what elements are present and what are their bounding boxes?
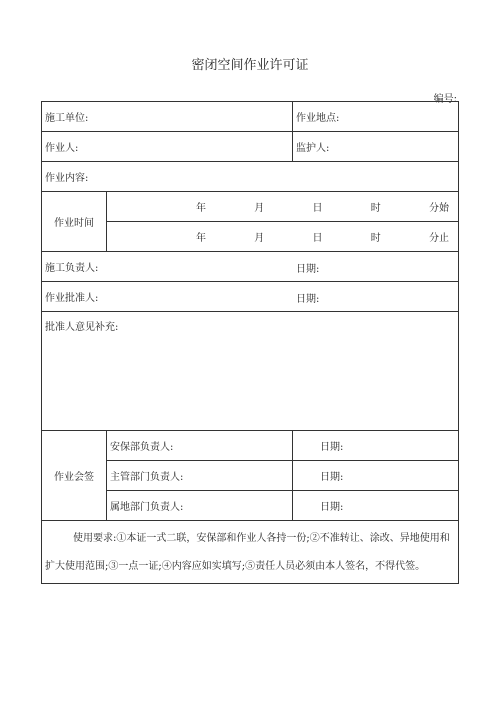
signoff-local-date-field[interactable] xyxy=(293,491,459,521)
end-minute-label: 分止 xyxy=(429,233,449,244)
content-label: 作业内容: xyxy=(45,173,89,184)
end-day-label: 日 xyxy=(312,233,323,244)
start-year-label: 年 xyxy=(196,203,206,214)
content-field[interactable] xyxy=(42,162,459,192)
end-month-label: 月 xyxy=(254,233,265,244)
start-day-label: 日 xyxy=(312,203,323,214)
form-row-notes xyxy=(42,521,459,584)
form-row-approver xyxy=(42,282,459,312)
form-row-content xyxy=(42,162,459,192)
end-hour-label: 时 xyxy=(370,233,381,244)
signoff-local-role-field[interactable] xyxy=(107,491,293,521)
signoff-department-date-field[interactable] xyxy=(293,461,459,491)
signoff-label: 作业会签 xyxy=(42,431,107,521)
approver-label: 作业批准人: xyxy=(45,293,99,304)
location-field[interactable] xyxy=(293,102,459,132)
end-year-label: 年 xyxy=(196,233,206,244)
approver-date-label: 日期: xyxy=(296,294,320,305)
guardian-label: 监护人: xyxy=(296,143,330,154)
approver-field[interactable] xyxy=(42,282,459,312)
remarks-label: 批准人意见补充: xyxy=(45,322,119,333)
form-row-unit-location xyxy=(42,102,459,132)
start-minute-label: 分始 xyxy=(429,203,449,214)
worker-field[interactable] xyxy=(42,132,293,162)
signoff-department-role-field[interactable] xyxy=(107,461,293,491)
form-row-worker-guardian xyxy=(42,132,459,162)
time-start-field[interactable] xyxy=(107,192,459,222)
form-row-remarks xyxy=(42,312,459,431)
form-row-time-start xyxy=(42,192,459,222)
unit-label: 施工单位: xyxy=(45,113,89,124)
signoff-local-date: 日期: xyxy=(320,502,344,513)
document-title: 密闭空间作业许可证 xyxy=(191,58,309,73)
start-month-label: 月 xyxy=(254,203,265,214)
remarks-field[interactable] xyxy=(42,312,459,431)
signoff-department-date: 日期: xyxy=(320,472,344,483)
signoff-local-role: 属地部门负责人: xyxy=(110,502,184,513)
serial-number-label: 编号: xyxy=(433,94,457,105)
signoff-security-date: 日期: xyxy=(320,442,344,453)
time-end-field[interactable] xyxy=(107,222,459,252)
leader-field[interactable] xyxy=(42,252,459,282)
form-row-leader xyxy=(42,252,459,282)
location-label: 作业地点: xyxy=(296,113,340,124)
unit-field[interactable] xyxy=(42,102,293,132)
permit-form-table xyxy=(41,101,459,584)
leader-label: 施工负责人: xyxy=(45,263,99,274)
worker-label: 作业人: xyxy=(45,143,79,154)
signoff-security-date-field[interactable] xyxy=(293,431,459,461)
time-label: 作业时间 xyxy=(42,192,107,252)
leader-date-label: 日期: xyxy=(296,264,320,275)
signoff-department-role: 主管部门负责人: xyxy=(110,472,184,483)
signoff-security-role-field[interactable] xyxy=(107,431,293,461)
signoff-row-security xyxy=(42,431,459,461)
usage-notes: 使用要求:①本证一式二联，安保部和作业人各持一份;②不准转让、涂改、异地使用和扩大使用范围;③一点一证;④内容应如实填写;⑤责任人员必须由本人签名，不得代签。 xyxy=(42,521,459,584)
signoff-security-role: 安保部负责人: xyxy=(110,442,174,453)
start-hour-label: 时 xyxy=(370,203,381,214)
guardian-field[interactable] xyxy=(293,132,459,162)
